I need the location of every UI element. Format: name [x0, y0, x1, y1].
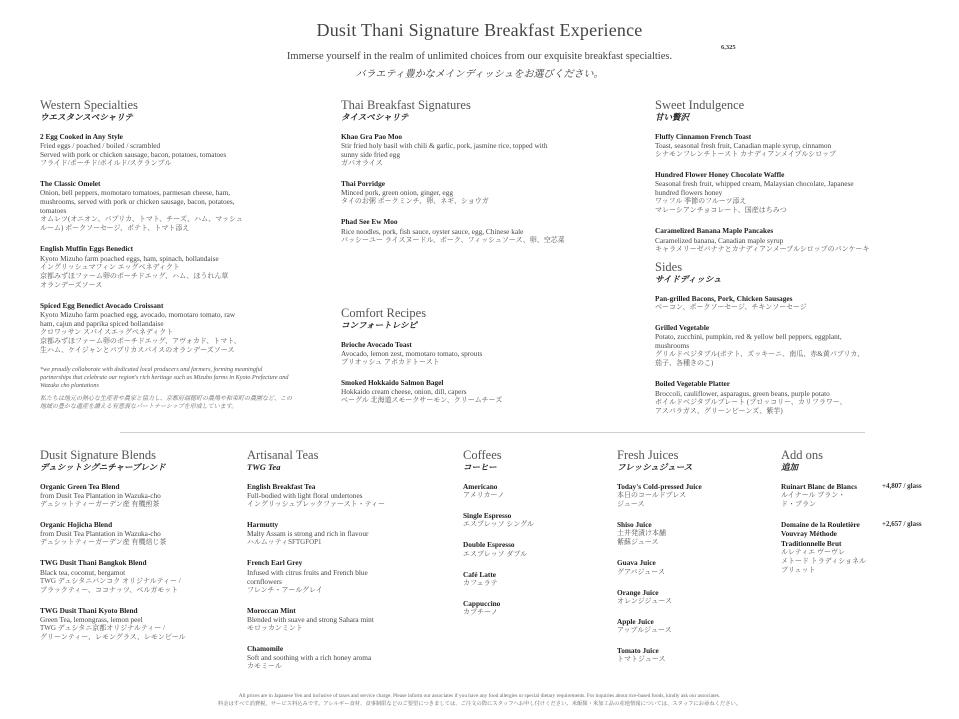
item-description: Blended with suave and strong Sahara mint — [247, 614, 374, 624]
menu-item — [247, 482, 447, 509]
item-description: from Dusit Tea Plantation in Wazuka-cho — [40, 491, 161, 501]
item-description-jp: カプチーノ — [463, 608, 498, 617]
item-description: Full-bodied with light floral undertones — [247, 491, 363, 501]
partnership-note: *we proudly collaborate with dedicated local producers and farmers, forming meaningful partnerships that celebrate our region's rich heritage such as Mizuho farms in Kyoto Prefecture and Wazuka cho plantations — [40, 365, 289, 389]
menu-item — [341, 179, 621, 206]
addon-item — [781, 520, 956, 575]
item-description-jp: デュシットティーガーデン産 有機焙じ茶 — [40, 538, 167, 547]
sides-section — [655, 260, 915, 427]
teas-section — [247, 448, 447, 682]
item-name: Thai Porridge — [341, 179, 385, 189]
item-description: Rice noodles, pork, fish sauce, oyster sauce, egg, Chinese kale — [341, 226, 524, 236]
item-name: Café Latte — [463, 569, 497, 579]
item-description-jp: クロワッサン スパイスエッグベネディクト — [40, 327, 174, 336]
item-description-jp: フレンチ・アールグレイ — [247, 585, 323, 594]
section-title-jp: ウエスタンスペシャリテ — [40, 112, 133, 122]
item-name: Double Espresso — [463, 540, 515, 550]
menu-item — [617, 588, 767, 606]
item-description-jp: ブラックティー、ココナッツ、ベルガモット — [40, 585, 179, 594]
menu-item — [655, 226, 915, 253]
menu-item — [617, 617, 767, 635]
item-description-jp: TWG デュシタニ京都オリジナルティー / — [40, 623, 165, 632]
item-description-jp: グアバジュース — [617, 567, 665, 576]
item-name: Smoked Hokkaido Salmon Bagel — [341, 378, 444, 388]
item-description-jp: デュシットティーガーデン産 有機煎茶 — [40, 500, 160, 509]
item-description-jp: エスプレッソ ダブル — [463, 549, 528, 558]
item-name: Americano — [463, 482, 498, 491]
item-description-jp: 京都みずほファーム卵のポーチドエッグ、アヴォカド、トマト、 — [40, 336, 241, 345]
item-name: Hundred Flower Honey Chocolate Waffle — [655, 170, 785, 180]
item-name: The Classic Omelet — [40, 179, 101, 189]
partnership-note-jp: 私たちは地元の熱心な生産者や農家と協力し、京都府瑞穂町の農場や和束町の農園など、この地域の豊かな遺産を讃える有意義なパートナーシップを形成しています。 — [40, 395, 293, 410]
item-description: sunny side fried egg — [341, 150, 400, 160]
item-name: TWG Dusit Thani Kyoto Blend — [40, 605, 138, 615]
item-name: Ruinart Blanc de Blancs — [781, 482, 858, 491]
menu-item — [247, 520, 447, 547]
item-description: Kyoto Mizuho farm poached eggs, ham, spinach, hollandaise — [40, 253, 219, 263]
item-description: mushrooms, served with pork or chicken sausage, bacon, potatoes, — [40, 197, 235, 207]
item-description-jp: マレーシアンチョコレート、国産はちみつ — [655, 206, 787, 215]
menu-subtitle: Immerse yourself in the realm of unlimited choices from our exquisite breakfast specialties. — [286, 51, 673, 62]
footer-note — [0, 692, 959, 708]
menu-item — [617, 482, 767, 509]
menu-item — [40, 244, 295, 289]
item-description-jp: ブリオッシュ アボカドトースト — [341, 358, 440, 367]
addon-price: +4,807 / glass — [882, 482, 922, 490]
section-title-jp: フレッシュジュース — [617, 462, 693, 472]
item-name: 2 Egg Cooked in Any Style — [40, 132, 123, 141]
section-title: Thai Breakfast Signatures — [341, 98, 471, 112]
item-description-jp: ブリュット — [781, 565, 816, 574]
section-title: Dusit Signature Blends — [40, 448, 156, 462]
item-description-jp: ルーム) ポークソーセージ、ポテト、トマト添え — [40, 224, 190, 233]
item-description-jp: パッシーユー ライスヌードル、ポーク、フィッシュソース、卵、空芯菜 — [341, 235, 565, 244]
item-description: Black tea, coconut, bergamot — [40, 567, 126, 577]
item-description-jp: イングリッシュマフィン エッグベネディクト — [40, 262, 180, 271]
item-description-jp: ジュース — [617, 500, 645, 509]
item-description-jp: ド・ブラン — [781, 500, 816, 509]
item-description-jp: フライド/ポーチド/ボイルド/スクランブル — [40, 159, 172, 168]
menu-item — [617, 558, 767, 576]
item-description-jp: ルレティエ ヴーヴレ — [781, 547, 846, 556]
item-description-jp: カフェラテ — [463, 578, 498, 587]
blends-section — [40, 448, 235, 653]
section-title: Artisanal Teas — [247, 448, 319, 462]
item-name: English Breakfast Tea — [247, 482, 316, 491]
item-name: TWG Dusit Thani Bangkok Blend — [40, 558, 147, 568]
item-description-jp: タイのお粥 ポークミンチ、卵、ネギ、ショウガ — [341, 197, 489, 206]
section-title-jp: コーヒー — [463, 462, 497, 472]
item-name: Brioche Avocado Toast — [341, 340, 412, 349]
menu-item — [463, 570, 603, 588]
section-title-jp: 追加 — [781, 462, 799, 472]
addons-section — [781, 448, 956, 586]
menu-item — [341, 217, 621, 244]
menu-subtitle-jp: バラエティ豊かなメインディッシュをお選びください。 — [355, 69, 604, 80]
item-description: Infused with citrus fruits and French blue — [247, 567, 368, 577]
section-title-jp: 甘い贅沢 — [655, 112, 690, 122]
item-description: Toast, seasonal fresh fruit, Canadian maple syrup, cinnamon — [655, 141, 832, 151]
menu-item — [655, 132, 915, 159]
item-description-jp: グリーンティー、レモングラス、レモンピール — [40, 632, 186, 641]
menu-item — [247, 558, 447, 594]
menu-item — [655, 294, 915, 312]
item-description: cornflowers — [247, 576, 282, 586]
menu-item — [655, 379, 915, 415]
item-name: Moroccan Mint — [247, 605, 296, 615]
item-description-jp: オレンジジュース — [617, 596, 672, 605]
item-description-jp: アメリカーノ — [463, 491, 505, 500]
menu-item — [40, 520, 235, 547]
item-name: Boiled Vegetable Platter — [655, 379, 730, 389]
item-description-jp: トマトジュース — [617, 655, 666, 664]
section-title: Fresh Juices — [617, 448, 679, 462]
item-name: English Muffin Eggs Benedict — [40, 244, 134, 254]
item-description-jp: 茄子、各種きのこ) — [655, 359, 714, 368]
menu-item — [463, 511, 603, 529]
item-description-jp: メトード トラディショネル — [781, 556, 867, 565]
item-name: Pan-grilled Bacons, Pork, Chicken Sausages — [655, 294, 793, 303]
item-name: Organic Green Tea Blend — [40, 482, 120, 491]
menu-item — [617, 520, 767, 547]
item-name: Guava Juice — [617, 558, 656, 568]
item-name: Grilled Vegetable — [655, 323, 710, 333]
addon-item — [781, 482, 956, 509]
menu-item — [40, 482, 235, 509]
item-description: Avocado, lemon zest, momotaro tomato, sprouts — [341, 349, 483, 359]
item-name: Chamomile — [247, 643, 284, 653]
item-name: Apple Juice — [617, 616, 654, 626]
item-name: Organic Hojicha Blend — [40, 520, 113, 530]
item-name: Single Espresso — [463, 511, 512, 521]
thai-section — [341, 98, 621, 256]
item-description-jp: 土井発漬け本舗 — [617, 529, 666, 538]
menu-item — [463, 599, 603, 617]
menu-item — [463, 540, 603, 558]
item-description-jp: アスパラガス、グリーンビーンズ、紫芋) — [655, 406, 783, 415]
item-description: Soft and soothing with a rich honey aroma — [247, 653, 372, 663]
item-description-jp: 本日のコールドプレス — [617, 491, 687, 500]
item-name: French Earl Grey — [247, 558, 303, 568]
section-title-jp: TWG Tea — [247, 462, 281, 472]
item-description-jp: ガパオライス — [341, 159, 383, 168]
item-name: Harmutty — [247, 520, 279, 530]
footer-line-en: All prices are in Japanese Yen and inclusive of taxes and service charge. Please inform our associates if you have any food allergies or special dietary requirements. For inquiries about rice-based foods, kindly ask our associates. — [238, 693, 721, 699]
item-description: Broccoli, cauliflower, asparagus, green beans, purple potato — [655, 388, 830, 398]
section-title: Sides — [655, 260, 683, 274]
item-description-jp: キャラメリーゼバナナとカナディアンメープルシロップのパンケーキ — [655, 244, 870, 253]
item-description: tomatoes — [40, 206, 67, 216]
section-title-jp: サイドディッシュ — [655, 274, 722, 284]
item-description-jp: ボイルドベジタブルプレート (ブロッコリー、カリフラワー、 — [655, 397, 847, 406]
item-description: Caramelized banana, Canadian maple syrup — [655, 235, 784, 245]
item-description-jp: TWG デュシタニバンコク オリジナルティー / — [40, 576, 181, 585]
coffees-section — [463, 448, 603, 628]
item-description-jp: オランデーズソース — [40, 280, 103, 289]
section-title-jp: コンフォートレシピ — [341, 320, 417, 330]
item-description-jp: 生ハム、ケイジャンとパプリカスパイスのオランデーズソース — [40, 345, 235, 354]
menu-item — [655, 170, 915, 215]
item-name: Orange Juice — [617, 587, 659, 597]
item-description: Fried eggs / poached / boiled / scrambled — [40, 141, 161, 151]
item-description: Hokkaido cream cheese, onion, dill, capers — [341, 387, 467, 397]
menu-item — [341, 378, 621, 405]
item-description-jp: シナモンフレンチトースト カナディアンメイプルシロップ — [655, 150, 836, 159]
price-tag: 6,325 — [721, 44, 736, 51]
menu-title: Dusit Thani Signature Breakfast Experience — [316, 20, 643, 40]
item-description: Onion, bell peppers, momotaro tomatoes, parmesan cheese, ham, — [40, 188, 231, 198]
item-description-jp: アップルジュース — [617, 626, 672, 635]
menu-item — [40, 606, 235, 642]
item-name: Today's Cold-pressed Juice — [617, 482, 702, 491]
item-name: Cappuccino — [463, 598, 501, 608]
addon-price: +2,657 / glass — [882, 520, 922, 529]
item-description-jp: 京都みずほファーム卵のポーチドエッグ、ハム、ほうれん草 — [40, 271, 229, 280]
item-description-jp: ルイナール ブラン・ — [781, 491, 846, 500]
item-description-jp: オムレツ(オニオン、パプリカ、トマト、チーズ、ハム、マッシュ — [40, 215, 243, 224]
section-title: Comfort Recipes — [341, 306, 427, 320]
item-name: Shiso Juice — [617, 520, 652, 530]
menu-item — [247, 606, 447, 633]
menu-item — [341, 132, 621, 168]
menu-item — [655, 323, 915, 368]
item-description-jp: イングリッシュブレックファースト・ティー — [247, 500, 386, 509]
item-description: Malty Assam is strong and rich in flavour — [247, 529, 369, 539]
item-description-jp: ハルムッティSFTGFOP1 — [247, 538, 322, 547]
item-description: from Dusit Tea Plantation in Wazuka-cho — [40, 529, 161, 539]
item-description-jp: ベーグル 北海道スモークサーモン、クリームチーズ — [341, 396, 503, 405]
item-name: Caramelized Banana Maple Pancakes — [655, 226, 774, 236]
item-description-jp: カモミール — [247, 662, 282, 671]
section-title: Add ons — [781, 448, 824, 462]
item-name: Tomato Juice — [617, 646, 659, 656]
item-name: Khao Gra Pao Moo — [341, 132, 403, 141]
menu-item — [341, 340, 621, 367]
section-title-jp: タイスペシャリテ — [341, 112, 409, 122]
menu-item — [40, 132, 295, 168]
section-divider — [120, 432, 865, 433]
item-name: Fluffy Cinnamon French Toast — [655, 132, 752, 141]
section-title: Sweet Indulgence — [655, 98, 745, 112]
item-description: Potato, zucchini, pumpkin, red & yellow bell peppers, eggplant, — [655, 332, 842, 342]
sweet-section — [655, 98, 915, 265]
juices-section — [617, 448, 767, 675]
item-name: Domaine de la Rouletière Vouvray Méthode Traditionnelle Brut — [781, 520, 860, 548]
item-description: Minced pork, green onion, ginger, egg — [341, 188, 453, 198]
item-description: Kyoto Mizuho farm poached egg, avocado, momotaro tomato, raw — [40, 309, 236, 319]
item-description: ham, cajun and paprika spiced hollandaise — [40, 318, 164, 328]
item-description: hundred flowers honey — [655, 188, 723, 198]
item-description-jp: モロッカンミント — [247, 623, 303, 632]
menu-item — [40, 179, 295, 233]
menu-item — [40, 558, 235, 594]
item-description: Green Tea, lemongrass, lemon peel — [40, 614, 143, 624]
item-description-jp: ワッフル 季節のフルーツ添え — [655, 197, 747, 206]
item-description: Served with pork or chicken sausage, bacon, potatoes, tomatoes — [40, 150, 227, 160]
section-title: Western Specialties — [40, 98, 138, 112]
western-section — [40, 98, 295, 411]
menu-item — [247, 644, 447, 671]
footer-line-jp: 料金はすべて消費税、サービス料込みです。アレルギー食材、食事制限などのご要望につきましては、ご注文の際にスタッフへお申し付けください。米飯類・米加工品の産地情報については、スタッフにお尋ねください。 — [217, 701, 742, 707]
item-description-jp: エスプレッソ シングル — [463, 520, 534, 529]
item-description-jp: 紫蘇ジュース — [617, 538, 659, 547]
item-description: mushrooms — [655, 341, 690, 351]
item-description: Seasonal fresh fruit, whipped cream, Malaysian chocolate, Japanese — [655, 179, 854, 189]
menu-item — [463, 482, 603, 500]
item-description-jp: ベーコン、ポークソーセージ、チキンソーセージ — [655, 303, 807, 312]
menu-item — [617, 646, 767, 664]
item-description-jp: グリルドベジタブル(ポテト、ズッキーニ、南瓜、赤&黄パプリカ、 — [655, 350, 865, 359]
comfort-section — [341, 306, 621, 416]
item-description: Stir fried holy basil with chili & garlic, pork, jasmine rice, topped with — [341, 141, 548, 151]
menu-item — [40, 301, 295, 355]
item-name: Phad See Ew Moo — [341, 217, 398, 227]
section-title: Coffees — [463, 448, 502, 462]
item-name: Spiced Egg Benedict Avocado Croissant — [40, 300, 164, 310]
section-title-jp: デュシットシグニチャーブレンド — [40, 462, 166, 472]
